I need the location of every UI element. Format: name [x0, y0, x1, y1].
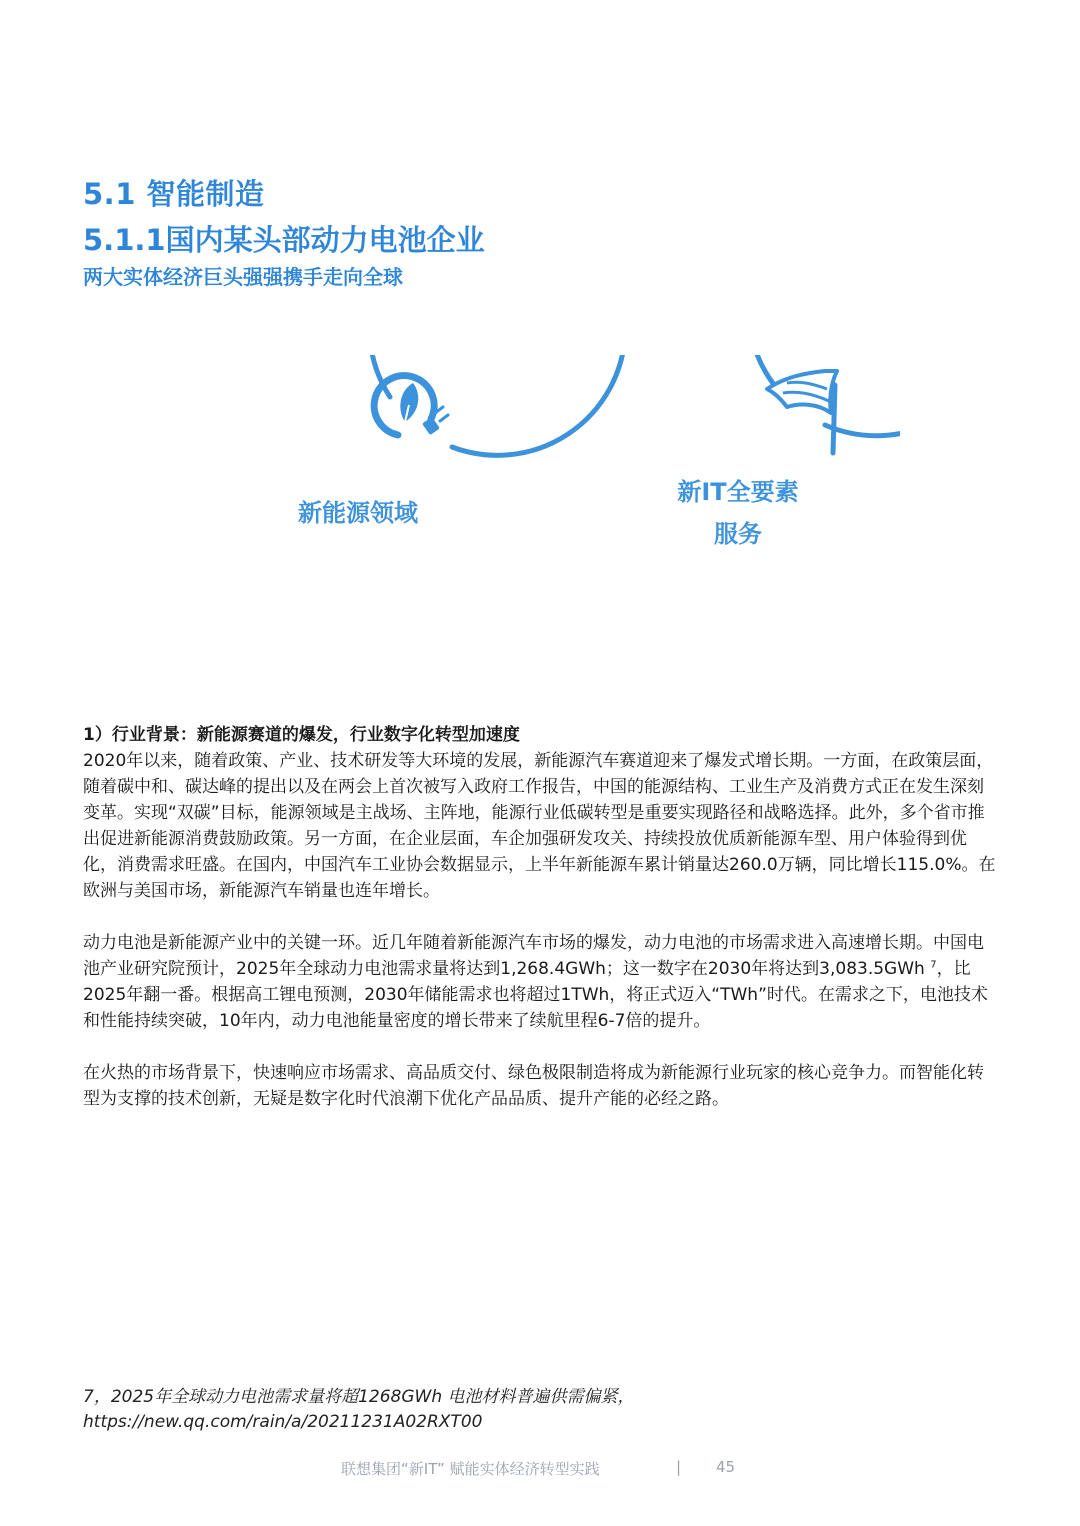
- paragraph-1: 2020年以来，随着政策、产业、技术研发等大环境的发展，新能源汽车赛道迎来了爆发式增长期。一方面，在政策层面，随着碳中和、碳达峰的提出以及在两会上首次被写入政府工作报告，中国的能源结构、工业生产及消费方式正在发生深刻变革。实现“双碳”目标，能源领域是主战场、主阵地，能源行业低碳转型是重要实现路径和战略选择。此外，多个省市推出促进新能源消费鼓励政策。另一方面，在企业层面，车企加强研发攻关、持续投放优质新能源车型、用户体验得到优化，消费需求旺盛。在国内，中国汽车工业协会数据显示，上半年新能源车累计销量达260.0万辆，同比增长115.0%。在欧洲与美国市场，新能源汽车销量也连年增长。: [83, 751, 996, 901]
- circles-graphic: [200, 355, 900, 665]
- section-title: 5.1 智能制造: [83, 177, 265, 211]
- page-number: 45: [716, 1458, 736, 1476]
- footnote-url[interactable]: https://new.qq.com/rain/a/20211231A02RXT00: [83, 1412, 483, 1432]
- left-circle-label: 新能源领域: [298, 499, 418, 527]
- case-title: 5.1.1国内某头部动力电池企业: [83, 223, 485, 257]
- paragraph-3: 在火热的市场背景下，快速响应市场需求、高品质交付、绿色极限制造将成为新能源行业玩家的核心竞争力。而智能化转型为支撑的技术创新，无疑是数字化时代浪潮下优化产品品质、提升产能的必经之路。: [83, 1063, 984, 1109]
- footnote-text: 7，2025年全球动力电池需求量将超1268GWh 电池材料普遍供需偏紧，: [83, 1387, 635, 1407]
- leaf-plug-icon: [374, 376, 448, 436]
- body-heading: 1）行业背景：新能源赛道的爆发，行业数字化转型加速度: [83, 725, 520, 745]
- footer-title: 联想集团“新IT” 赋能实体经济转型实践: [341, 1460, 600, 1478]
- body-text: [83, 722, 998, 1112]
- right-circle-label-line1: 新IT全要素: [677, 478, 799, 506]
- flag-icon: [767, 371, 837, 453]
- right-circle-label: [652, 471, 824, 555]
- right-circle-label-line2: 服务: [714, 520, 762, 548]
- paragraph-2: [83, 930, 998, 1034]
- footer-separator: |: [676, 1458, 682, 1476]
- case-tagline: 两大实体经济巨头强强携手走向全球: [83, 265, 403, 289]
- paragraph-2-part-a: 动力电池是新能源产业中的关键一环。近几年随着新能源汽车市场的爆发，动力电池的市场需求进入高速增长期。中国电池产业研究院预计，2025年全球动力电池需求量将达到1,268.4GWh；这一数字在2030年将达到3,083.5GWh: [83, 933, 984, 979]
- footnote-ref[interactable]: 7: [930, 959, 937, 971]
- footnote: [83, 1385, 635, 1435]
- paragraph-2-part-b: ，比2025年翻一番。根据高工锂电预测，2030年储能需求也将超过1TWh，将正式迈入“TWh”时代。在需求之下，电池技术和性能持续突破，10年内，动力电池能量密度的增长带来了续航里程6-7倍的提升。: [83, 959, 988, 1031]
